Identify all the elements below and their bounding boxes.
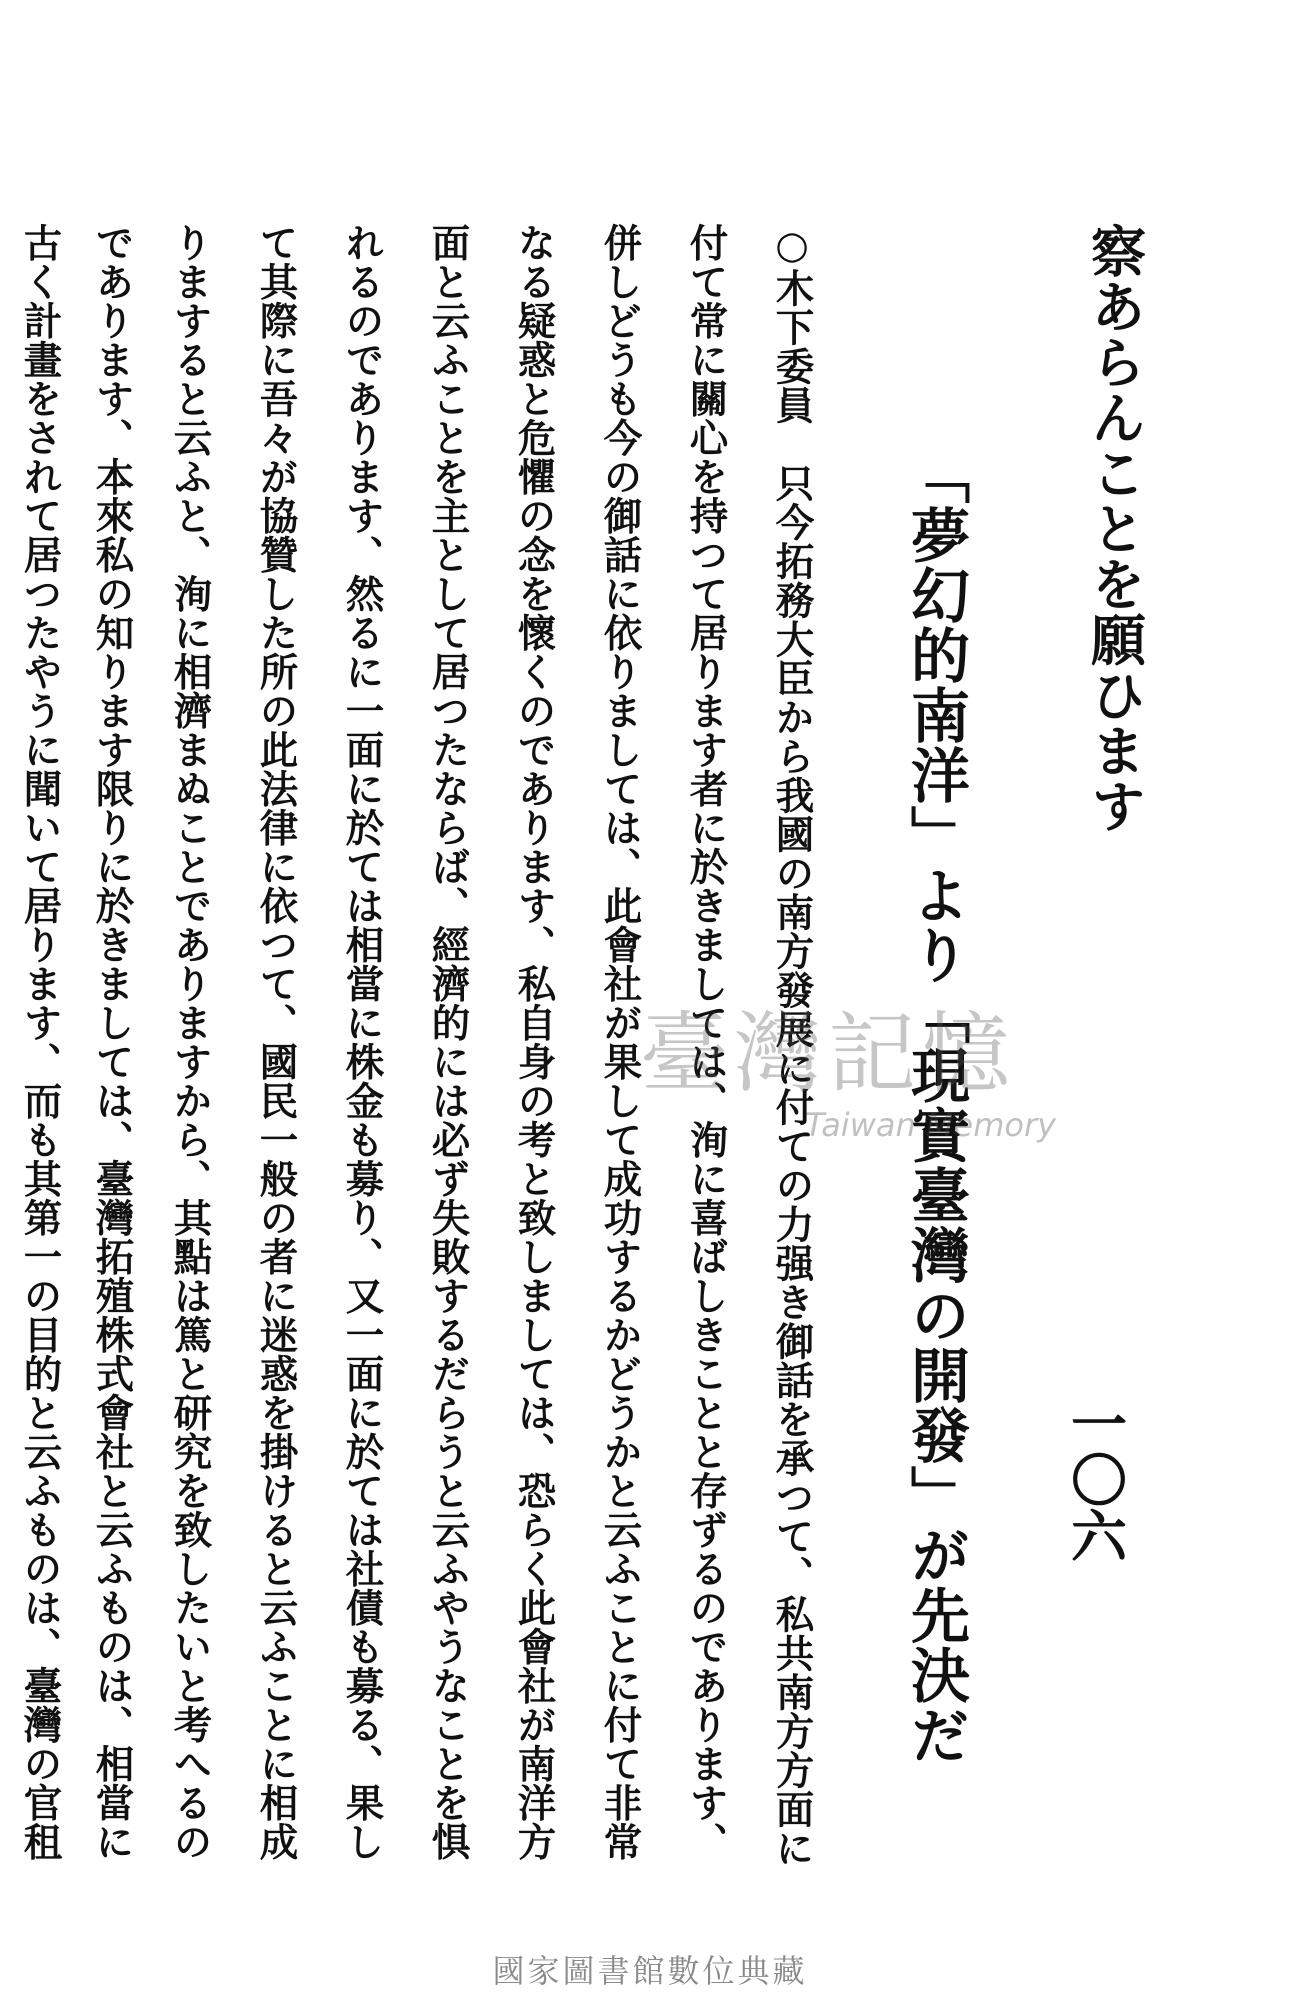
- text-column-9: [253, 223, 299, 1861]
- text-column-12: [17, 223, 63, 1861]
- footer-credit: 國家圖書館數位典藏: [492, 1952, 808, 1990]
- watermark-title: 臺灣記憶: [640, 1002, 1017, 1105]
- text-column-7: [425, 223, 471, 1861]
- text-column-4: [683, 223, 729, 1861]
- section-heading: [901, 445, 970, 1765]
- heading-text: 「夢幻的南洋」より「現實臺灣の開發」が先決だ: [901, 445, 970, 1765]
- text-column-11: [89, 223, 135, 1861]
- column-text: れるのであります、然るに一面に於ては相當に株金も募り、又一面に於ては社債も募る、果し: [339, 223, 385, 1861]
- text-column-8: [339, 223, 385, 1861]
- page-number: 一〇六: [1062, 1395, 1128, 1563]
- text-column-1: [1082, 223, 1147, 834]
- column-text: 面と云ふことを主として居つたならば、經濟的には必ず失敗するだらうと云ふやうなことを惧: [425, 223, 471, 1861]
- column-text: りますると云ふと、洵に相濟まぬことでありますから、其點は篤と研究を致したいと考へるの: [167, 223, 213, 1861]
- column-text: であります、本來私の知ります限りに於きましては、臺灣拓殖株式會社と云ふものは、相當に: [89, 223, 135, 1861]
- column-text: て其際に吾々が協贊した所の此法律に依つて、國民一般の者に迷惑を掛けると云ふことに相成: [253, 223, 299, 1861]
- text-column-10: [167, 223, 213, 1861]
- watermark-subtitle: Taiwan Memory: [805, 1106, 1057, 1144]
- text-column-5: [597, 223, 643, 1861]
- column-text: 付て常に關心を持つて居ります者に於きましては、洵に喜ばしきことと存ずるのであります、: [683, 223, 729, 1861]
- column-text: 察あらんことを願ひます: [1082, 223, 1147, 834]
- text-column-3: [769, 223, 815, 1868]
- column-text: なる疑惑と危懼の念を懷くのであります、私自身の考と致しましては、恐らく此會社が南洋方: [511, 223, 557, 1861]
- column-text: 古く計畫をされて居つたやうに聞いて居ります、而も其第一の目的と云ふものは、臺灣の官租: [17, 223, 63, 1861]
- column-text: 只今拓務大臣から我國の南方發展に付ての力强き御話を承つて、私共南方方面に: [769, 424, 815, 1868]
- speaker-label: ○木下委員: [769, 223, 815, 425]
- text-column-6: [511, 223, 557, 1861]
- column-text: 併しどうも今の御話に依りましては、此會社が果して成功するかどうかと云ふことに付て非常: [597, 223, 643, 1861]
